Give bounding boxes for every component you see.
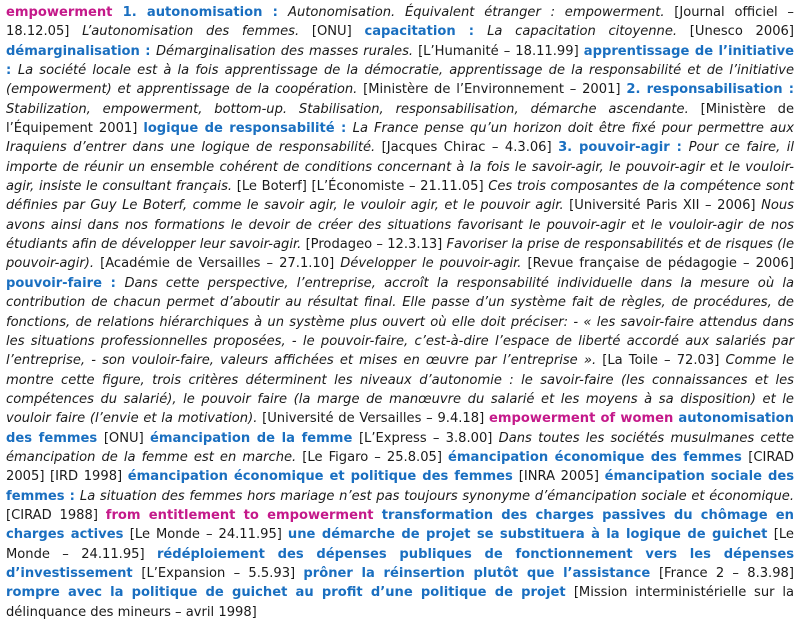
- french-term: 1. autonomisation :: [122, 5, 289, 20]
- french-term: 2. responsabilisation :: [626, 82, 795, 98]
- french-term: logique de responsabilité :: [143, 121, 353, 137]
- source-citation: [INRA 2005]: [518, 469, 605, 485]
- example-text: Ces trois composantes de la compétence sont définies par Guy Le Boterf, comme le savoir agir, le vouloir agir, et le pouvoir agir.: [6, 179, 794, 214]
- french-term: autonomisation des femmes: [6, 411, 794, 446]
- french-term: transformation des charges passives du chômage en charges actives: [6, 507, 794, 543]
- example-text: Favoriser la prise de responsabilités et de risques (le pouvoir-agir).: [6, 237, 794, 272]
- source-citation: [Unesco 2006]: [689, 24, 794, 40]
- example-text: Comme le montre cette figure, trois critères déterminent les niveaux d’autonomie : le savoir-faire (les connaissances et les compétences du salarié), le pouvoir faire (la marge de manœuvre du salarié et les moyens à sa disposition) et le vouloir faire (l’envie et la motivation).: [6, 353, 794, 427]
- source-citation: [Académie de Versailles – 27.1.10]: [100, 256, 341, 272]
- source-citation: [Le Monde – 24.11.95]: [6, 527, 794, 562]
- source-citation: [Le Monde – 24.11.95]: [129, 527, 288, 543]
- example-text: Pour ce faire, il importe de réunir un ensemble cohérent de conditions concernant à la fois le savoir-agir, le pouvoir-agir et le vouloir-agir, insiste le consultant français.: [6, 140, 794, 195]
- source-citation: [Jacques Chirac – 4.3.06]: [381, 140, 559, 156]
- example-text: Stabilization, empowerment, bottom-up. Stabilisation, responsabilisation, démarche ascendante.: [6, 101, 701, 117]
- example-text: La capacitation citoyenne.: [487, 24, 690, 40]
- example-text: La société locale est à la fois apprentissage de la démocratie, apprentissage de la responsabilité et de l’initiative (empowerment) et apprentissage de la coopération.: [6, 63, 794, 98]
- source-citation: [Prodageo – 12.3.13]: [305, 237, 447, 253]
- english-term: from entitlement to empowerment: [105, 507, 382, 523]
- example-text: La France pense qu’un horizon doit être fixé pour permettre aux Iraquiens d’entrer dans une logique de responsabilité.: [6, 121, 795, 156]
- french-term: apprentissage de l’initiative :: [6, 43, 794, 79]
- example-text: Démarginalisation des masses rurales.: [155, 43, 419, 59]
- source-citation: [ONU]: [311, 24, 365, 40]
- source-citation: [L’Express – 3.8.00]: [358, 430, 499, 446]
- source-citation: [Le Figaro – 25.8.05]: [302, 449, 449, 465]
- source-citation: [Ministère de l’Équipement 2001]: [6, 101, 795, 137]
- entry-paragraph: [6, 3, 794, 622]
- source-citation: [Revue française de pédagogie – 2006]: [527, 256, 794, 272]
- source-citation: [CIRAD 2005] [IRD 1998]: [6, 449, 795, 485]
- french-term: pouvoir-faire :: [6, 275, 125, 291]
- french-term: capacitation :: [364, 24, 488, 40]
- example-text: Autonomisation. Équivalent étranger : empowerment.: [288, 5, 675, 20]
- source-citation: [Université Paris XII – 2006]: [569, 198, 762, 214]
- french-term: prôner la réinsertion plutôt que l’assistance: [303, 565, 659, 581]
- source-citation: [L’Expansion – 5.5.93]: [141, 565, 304, 581]
- example-text: Dans cette perspective, l’entreprise, accroît la responsabilité individuelle dans la mesure où la contribution de chacun permet d’aboutir au résultat final. Elle passe d’un système fait de règles, de procédures, de fonctions, de relations hiérarchiques à un système plus ouvert où elle doit préciser: - « les savoir-faire attendus dans les situations professionnelles proposées, - le pouvoir-faire, c’est-à-dire l’espace de liberté accordé aux salariés par l’entreprise, - son vouloir-faire, valeurs affichées et mises en œuvre par l’entreprise ».: [6, 275, 794, 369]
- french-term: une démarche de projet se substituera à la logique de guichet: [287, 527, 774, 543]
- example-text: Nous avons ainsi dans nos formations le devoir de créer des situations favorisant le pouvoir-agir et le vouloir-agir de nos étudiants afin de développer leur savoir-agir.: [6, 198, 795, 253]
- example-text: Dans toutes les sociétés musulmanes cette émancipation de la femme est en marche.: [6, 430, 795, 465]
- source-citation: [La Toile – 72.03]: [602, 353, 726, 369]
- french-term: 3. pouvoir-agir :: [558, 140, 689, 156]
- source-citation: [Mission interministérielle sur la délinquance des mineurs – avril 1998]: [6, 585, 794, 620]
- source-citation: [ONU]: [103, 430, 150, 446]
- example-text: La situation des femmes hors mariage n’est pas toujours synonyme d’émancipation sociale et économique.: [79, 488, 794, 504]
- example-text: L’autonomisation des femmes.: [82, 24, 312, 40]
- source-citation: [Université de Versailles – 9.4.18]: [262, 411, 489, 427]
- example-text: Développer le pouvoir-agir.: [340, 256, 528, 272]
- french-term: émancipation économique et politique des femmes: [127, 469, 519, 485]
- source-citation: [Journal officiel – 18.12.05]: [6, 5, 794, 40]
- source-citation: [CIRAD 1988]: [6, 507, 106, 523]
- source-citation: [Ministère de l’Environnement – 2001]: [363, 82, 627, 98]
- english-term: empowerment: [6, 5, 123, 20]
- french-term: rompre avec la politique de guichet au profit d’une politique de projet: [6, 585, 574, 601]
- source-citation: [France 2 – 8.3.98]: [658, 565, 794, 581]
- english-term: empowerment of women: [488, 411, 679, 427]
- source-citation: [Le Boterf] [L’Économiste – 21.11.05]: [236, 179, 489, 195]
- french-term: démarginalisation :: [6, 43, 156, 59]
- french-term: émancipation économique des femmes: [448, 449, 749, 465]
- french-term: émancipation sociale des femmes :: [6, 469, 795, 504]
- source-citation: [L’Humanité – 18.11.99]: [418, 43, 584, 59]
- french-term: émancipation de la femme: [149, 430, 359, 446]
- french-term: rédéploiement des dépenses publiques de fonctionnement vers les dépenses d’investissement: [6, 546, 794, 581]
